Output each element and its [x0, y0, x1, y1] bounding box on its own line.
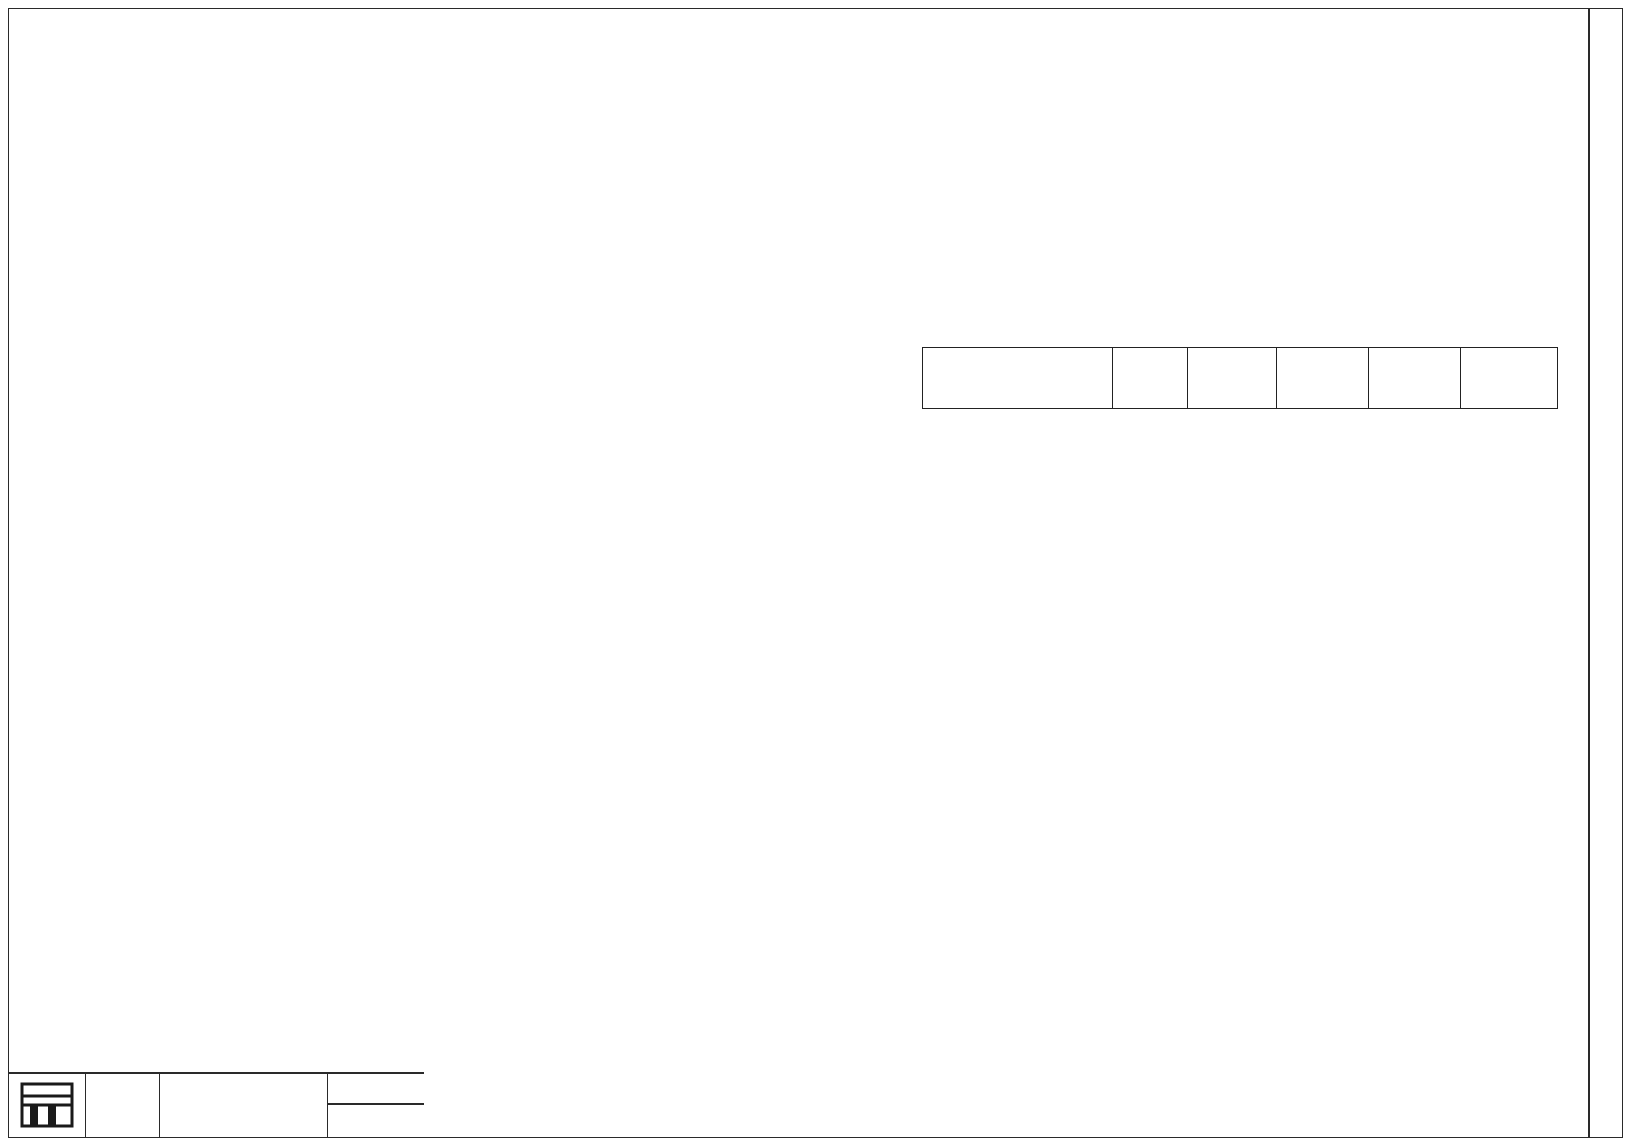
- copper-side-caption: [545, 340, 567, 520]
- header-pc-treble: [1187, 348, 1277, 409]
- title-block-sheet-cell: [328, 1072, 424, 1138]
- pcb-artwork: [0, 0, 600, 1010]
- header-pc-chord-bass: [1277, 348, 1369, 409]
- header-position: [1112, 348, 1187, 409]
- header-memory-code: [1461, 348, 1558, 409]
- title-block: [8, 1072, 424, 1138]
- sheet-date-divider: [328, 1103, 424, 1105]
- keyboard-keys-icon: [8, 1072, 86, 1138]
- title-block-object-cell: [160, 1072, 328, 1138]
- schematic-artwork: [598, 0, 858, 1145]
- nation-table: [922, 347, 1558, 409]
- title-block-model-cell: [86, 1072, 160, 1138]
- title-block-logo-cell: [8, 1072, 86, 1138]
- drawing-title: [838, 1019, 875, 1045]
- header-nation: [923, 348, 1113, 409]
- pcb-drawing: [0, 0, 600, 1010]
- header-memory-color: [1369, 348, 1461, 409]
- circuit-schematic: [598, 0, 858, 1145]
- table-header-row: [923, 348, 1558, 409]
- right-margin-rule: [1588, 8, 1590, 1138]
